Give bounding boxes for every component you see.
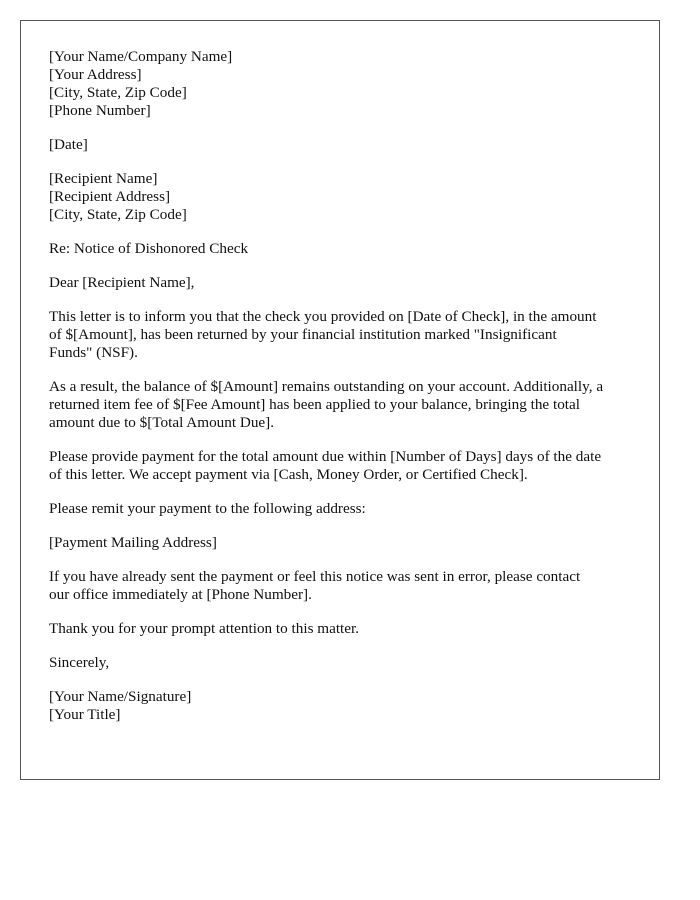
- sender-city-state-zip: [City, State, Zip Code]: [49, 84, 187, 101]
- closing: Sincerely,: [49, 654, 110, 671]
- body-line: Thank you for your prompt attention to this matter.: [49, 620, 360, 637]
- body-line: As a result, the balance of $[Amount] remains outstanding on your account. Additionally, a: [49, 378, 604, 395]
- date-block: [49, 136, 637, 154]
- sender-phone: [Phone Number]: [49, 102, 151, 119]
- body-paragraph-7: [49, 620, 637, 638]
- payment-address-paragraph: [49, 534, 637, 552]
- body-paragraph-4: [49, 500, 637, 518]
- subject-line: Re: Notice of Dishonored Check: [49, 240, 249, 257]
- body-line: Please provide payment for the total amount due within [Number of Days] days of the date: [49, 448, 602, 465]
- letter-content: [49, 48, 637, 740]
- recipient-city-state-zip: [City, State, Zip Code]: [49, 206, 187, 223]
- body-paragraph-6: [49, 568, 637, 604]
- body-line: of this letter. We accept payment via [Cash, Money Order, or Certified Check].: [49, 466, 528, 483]
- recipient-address: [Recipient Address]: [49, 188, 171, 205]
- body-line: If you have already sent the payment or feel this notice was sent in error, please contact: [49, 568, 581, 585]
- body-line: returned item fee of $[Fee Amount] has been applied to your balance, bringing the total: [49, 396, 580, 413]
- body-paragraph-3: [49, 448, 637, 484]
- body-paragraph-1: [49, 308, 637, 362]
- sender-address: [Your Address]: [49, 66, 142, 83]
- signature-name: [Your Name/Signature]: [49, 688, 192, 705]
- body-paragraph-2: [49, 378, 637, 432]
- salutation: Dear [Recipient Name],: [49, 274, 195, 291]
- payment-mailing-address: [Payment Mailing Address]: [49, 534, 217, 551]
- body-line: Funds" (NSF).: [49, 344, 138, 361]
- recipient-name: [Recipient Name]: [49, 170, 158, 187]
- signature-block: [49, 688, 637, 724]
- body-line: This letter is to inform you that the check you provided on [Date of Check], in the amount: [49, 308, 597, 325]
- closing-block: [49, 654, 637, 672]
- sender-block: [49, 48, 637, 120]
- signature-title: [Your Title]: [49, 706, 121, 723]
- sender-name: [Your Name/Company Name]: [49, 48, 233, 65]
- subject-block: [49, 240, 637, 258]
- letter-page: [20, 20, 660, 780]
- body-line: our office immediately at [Phone Number].: [49, 586, 312, 603]
- body-line: Please remit your payment to the following address:: [49, 500, 366, 517]
- body-line: amount due to $[Total Amount Due].: [49, 414, 275, 431]
- salutation-block: [49, 274, 637, 292]
- letter-date: [Date]: [49, 136, 88, 153]
- body-line: of $[Amount], has been returned by your financial institution marked "Insignificant: [49, 326, 557, 343]
- recipient-block: [49, 170, 637, 224]
